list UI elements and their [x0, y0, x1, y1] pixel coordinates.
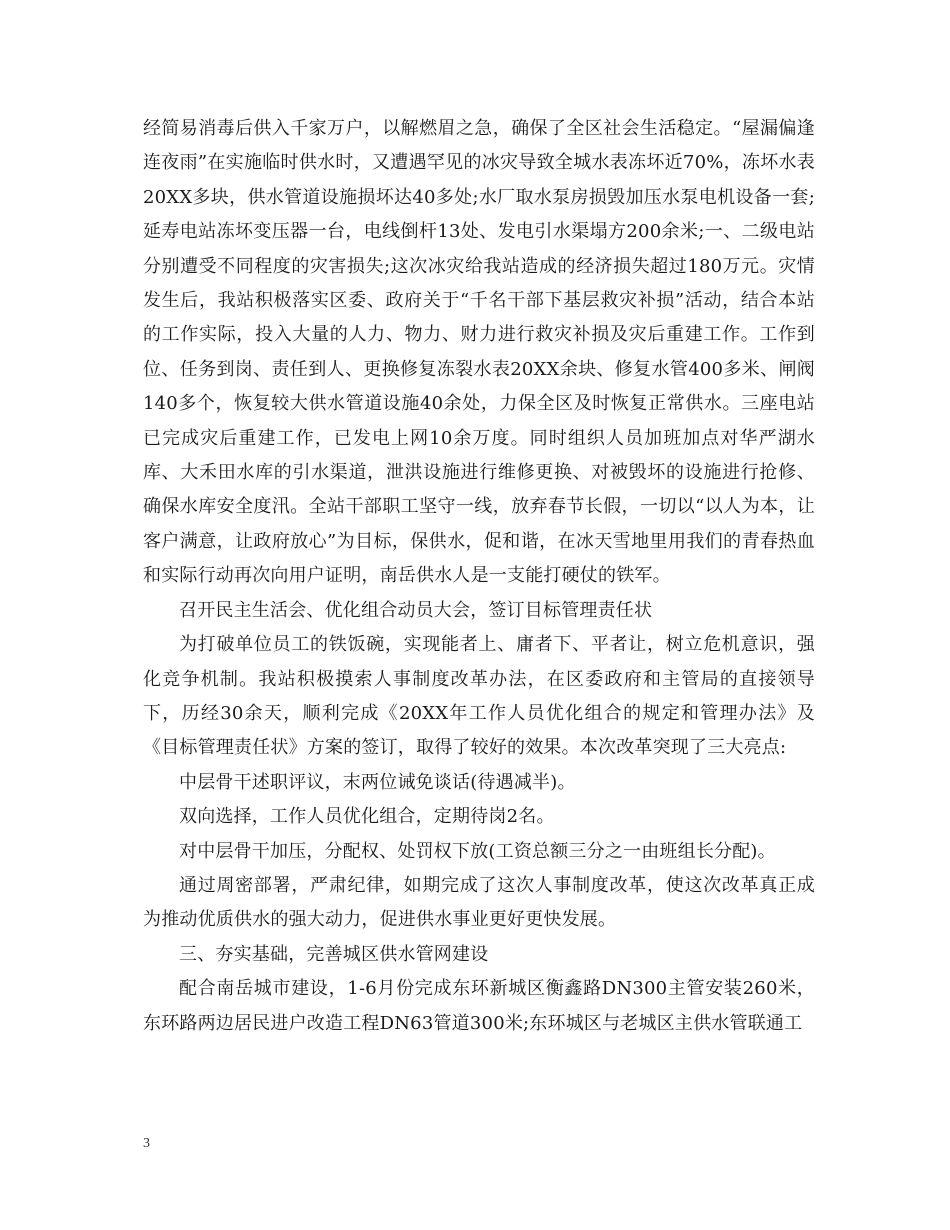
paragraph-section-heading-3: 三、夯实基础，完善城区供水管网建设: [179, 943, 489, 965]
paragraph-personnel-reform: 为打破单位员工的铁饭碗，实现能者上、庸者下、平者让，树立危机意识，强化竞争机制。我站积极摸索人事制度改革办法，在区委政府和主管局的直接领导下，历经30余天，顺利完成《20XX年工作人员优化组合的规定和管理办法》及《目标管理责任状》方案的签订，取得了较好的效果。本次改革突现了三大亮点:: [143, 634, 815, 759]
paragraph-highlight-2: 双向选择，工作人员优化组合，定期待岗2名。: [179, 806, 555, 828]
paragraph-highlight-1: 中层骨干述职评议，末两位诫免谈话(待遇减半)。: [179, 771, 576, 793]
page-number: 3: [143, 1136, 150, 1151]
paragraph-reform-conclusion: 通过周密部署，严肃纪律，如期完成了这次人事制度改革，使这次改革真正成为推动优质供水的强大动力，促进供水事业更好更快发展。: [143, 874, 815, 931]
paragraph-disaster-relief: 经简易消毒后供入千家万户，以解燃眉之急，确保了全区社会生活稳定。“屋漏偏逢连夜雨”在实施临时供水时，又遭遇罕见的冰灾导致全城水表冻坏近70%，冻坏水表20XX多块，供水管道设施损坏达40多处;水厂取水泵房损毁加压水泵电机设备一套;延寿电站冻坏变压器一台，电线倒杆13处、发电引水渠塌方200余米;一、二级电站分别遭受不同程度的灾害损失;这次冰灾给我站造成的经济损失超过180万元。灾情发生后，我站积极落实区委、政府关于“千名干部下基层救灾补损”活动，结合本站的工作实际，投入大量的人力、物力、财力进行救灾补损及灾后重建工作。工作到位、任务到岗、责任到人、更换修复冻裂水表20XX余块、修复水管400多米、闸阀140多个，恢复较大供水管道设施40余处，力保全区及时恢复正常供水。三座电站已完成灾后重建工作，已发电上网10余万度。同时组织人员加班加点对华严湖水库、大禾田水库的引水渠道，泄洪设施进行维修更换、对被毁坏的设施进行抢修、确保水库安全度汛。全站干部职工坚守一线，放弃春节长假，一切以“以人为本，让客户满意，让政府放心”为目标，保供水，促和谐，在冰天雪地里用我们的青春热血和实际行动再次向用户证明，南岳供水人是一支能打硬仗的铁军。: [143, 118, 815, 587]
paragraph-pipe-network: 配合南岳城市建设，1-6月份完成东环新城区衡鑫路DN300主管安装260米，东环路两边居民进户改造工程DN63管道300米;东环城区与老城区主供水管联通工: [143, 978, 815, 1034]
paragraph-heading-democratic-meeting: 召开民主生活会、优化组合动员大会，签订目标管理责任状: [179, 599, 653, 621]
paragraph-highlight-3: 对中层骨干加压，分配权、处罚权下放(工资总额三分之一由班组长分配)。: [179, 840, 776, 862]
document-body: [143, 112, 815, 1041]
